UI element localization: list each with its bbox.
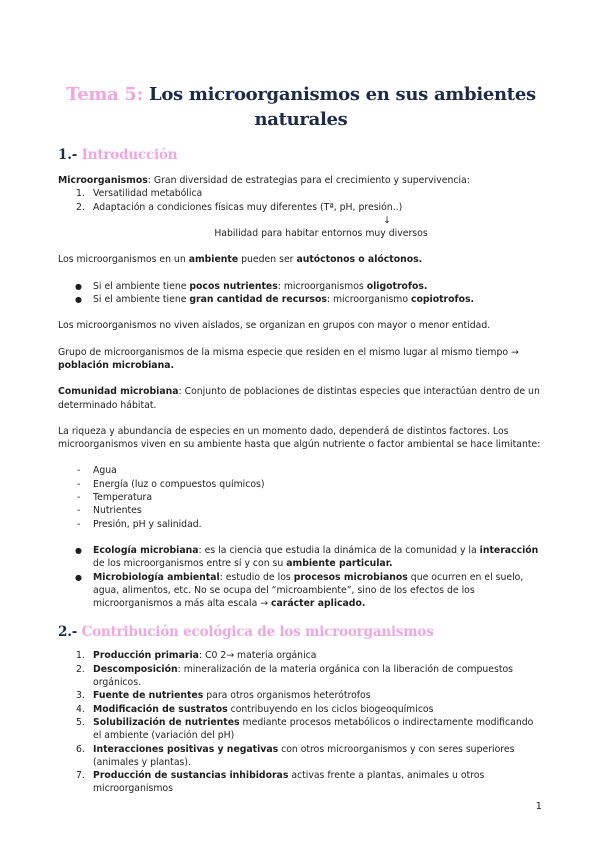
text: Los microorganismos en un bbox=[58, 254, 189, 266]
paragraph-grupos: Los microorganismos no viven aislados, se organizan en grupos con mayor o menor entidad. bbox=[58, 320, 491, 332]
item-text: Temperatura bbox=[93, 492, 153, 504]
term: Microorganismos bbox=[58, 175, 148, 186]
list-item bbox=[58, 703, 544, 716]
list-item bbox=[58, 280, 544, 293]
item-text: Energía (luz o compuestos químicos) bbox=[93, 478, 265, 490]
text: : microorganismo bbox=[326, 294, 411, 306]
term: copiotrofos. bbox=[410, 294, 475, 306]
text: : estudio de los bbox=[219, 571, 294, 583]
term: procesos microbianos bbox=[293, 571, 408, 583]
section-title: Introducción bbox=[81, 147, 178, 163]
list-item bbox=[58, 293, 544, 306]
section-title: Contribución ecológica de los microorganismos bbox=[81, 624, 434, 641]
item-number: 1. bbox=[76, 650, 85, 662]
item-number: 4. bbox=[76, 703, 85, 715]
item-number: 3. bbox=[76, 690, 85, 702]
term: interacción bbox=[479, 544, 539, 556]
list-item bbox=[58, 544, 544, 571]
nutrients-list bbox=[58, 280, 544, 307]
term: Interacciones positivas y negativas bbox=[93, 743, 279, 755]
section-number: 1.- bbox=[58, 147, 78, 163]
text: pueden ser bbox=[238, 254, 297, 266]
dash-marker: - bbox=[77, 478, 81, 490]
text: contribuyendo en los ciclos biogeoquímicos bbox=[227, 703, 434, 715]
term: Solubilización de nutrientes bbox=[93, 716, 240, 728]
bullet-icon: ● bbox=[75, 281, 82, 291]
term: autóctonos o alóctonos. bbox=[296, 254, 423, 266]
term: Modificación de sustratos bbox=[93, 703, 228, 715]
list-item bbox=[58, 649, 544, 662]
text: Grupo de microorganismos de la misma especie que residen en el mismo lugar al mismo tiempo → bbox=[58, 346, 519, 358]
item-number: 1. bbox=[76, 188, 85, 200]
dash-marker: - bbox=[77, 492, 81, 504]
list-item bbox=[58, 201, 544, 214]
term: Fuente de nutrientes bbox=[93, 690, 204, 702]
section-heading-introduccion bbox=[58, 146, 544, 164]
text: con otros microorganismos y con seres superiores (animales y plantas). bbox=[93, 743, 515, 768]
text: de los microorganismos entre sí y con su bbox=[93, 558, 287, 570]
text: : es la ciencia que estudia la dinámica de la comunidad y la bbox=[198, 544, 480, 556]
title-main: Los microorganismos en sus ambientes naturales bbox=[148, 84, 536, 130]
item-number: 5. bbox=[76, 716, 85, 728]
item-number: 2. bbox=[76, 663, 85, 675]
term: ambiente particular. bbox=[286, 558, 393, 570]
list-item bbox=[58, 689, 544, 702]
page-content bbox=[58, 82, 544, 796]
term: pocos nutrientes bbox=[189, 280, 278, 292]
item-text: Presión, pH y salinidad. bbox=[93, 518, 202, 530]
text: activas frente a plantas, animales u otros microorganismos bbox=[93, 770, 485, 795]
text: Si el ambiente tiene bbox=[93, 280, 190, 292]
bullet-icon: ● bbox=[75, 295, 82, 305]
list-item bbox=[58, 743, 544, 770]
paragraph-comunidad bbox=[58, 385, 544, 412]
list-item bbox=[58, 478, 544, 491]
item-text: Adaptación a condiciones físicas muy diferentes (Tª, pH, presión..) bbox=[93, 201, 403, 213]
list-item bbox=[58, 571, 544, 611]
text: Si el ambiente tiene bbox=[93, 294, 190, 306]
term: Ecología microbiana bbox=[93, 544, 199, 556]
text: : microorganismos bbox=[277, 280, 367, 292]
item-number: 6. bbox=[76, 743, 85, 755]
term: Producción primaria bbox=[93, 650, 199, 662]
text: : C0 2→ materia orgánica bbox=[198, 650, 317, 662]
section-heading-contribucion bbox=[58, 623, 544, 641]
text: : mineralización de la materia orgánica con la liberación de compuestos orgánicos. bbox=[93, 663, 513, 689]
bullet-icon: ● bbox=[75, 572, 82, 582]
strategies-list bbox=[58, 187, 544, 214]
list-item bbox=[58, 663, 544, 690]
text: mediante procesos metabólicos o indirectamente modificando el ambiente (variación del pH) bbox=[93, 716, 534, 742]
contributions-list bbox=[58, 649, 544, 795]
term: ambiente bbox=[188, 254, 239, 266]
term: Comunidad microbiana bbox=[58, 386, 179, 398]
term: gran cantidad de recursos bbox=[189, 294, 327, 306]
title-prefix: Tema 5: bbox=[66, 84, 143, 105]
list-item bbox=[58, 504, 544, 517]
term: Producción de sustancias inhibidoras bbox=[93, 770, 289, 782]
document-title bbox=[58, 82, 544, 132]
list-item bbox=[58, 491, 544, 504]
term: población microbiana. bbox=[58, 359, 174, 371]
list-item bbox=[58, 769, 544, 796]
text: que ocurren en el suelo, agua, alimentos, etc. No se ocupa del “microambiente”, sino de los efectos de los microorganismos a más alta escala → bbox=[93, 571, 524, 610]
term: Microbiología ambiental bbox=[93, 571, 220, 583]
dash-marker: - bbox=[77, 505, 81, 517]
paragraph-ambiente bbox=[58, 253, 544, 266]
text: para otros organismos heterótrofos bbox=[203, 690, 371, 702]
down-arrow: ↓ bbox=[383, 214, 391, 226]
list-item bbox=[58, 464, 544, 477]
term: oligotrofos. bbox=[366, 280, 428, 292]
dash-marker: - bbox=[77, 518, 81, 530]
item-text: Agua bbox=[93, 465, 117, 477]
text: : Gran diversidad de estrategias para el crecimiento y supervivencia: bbox=[147, 175, 470, 186]
page-number: 1 bbox=[535, 801, 542, 812]
paragraph-riqueza: La riqueza y abundancia de especies en un momento dado, dependerá de distintos factores. Los microorganismos viven en su ambiente hasta que algún nutriente o factor ambiental se hace limitante: bbox=[58, 425, 541, 451]
item-text: Versatilidad metabólica bbox=[93, 188, 203, 200]
term: Descomposición bbox=[93, 663, 178, 675]
list-item bbox=[58, 187, 544, 200]
text: : Conjunto de poblaciones de distintas especies que interactúan dentro de un determinado hábitat. bbox=[58, 386, 540, 411]
item-number: 7. bbox=[76, 770, 85, 782]
factors-list bbox=[58, 464, 544, 530]
section-number: 2.- bbox=[58, 624, 78, 641]
paragraph-microorganismos bbox=[58, 174, 544, 187]
item-text: Nutrientes bbox=[93, 505, 142, 517]
paragraph-poblacion bbox=[58, 346, 544, 373]
item-number: 2. bbox=[76, 201, 85, 213]
term: carácter aplicado. bbox=[271, 598, 366, 610]
list-item bbox=[58, 518, 544, 531]
bullet-icon: ● bbox=[75, 545, 82, 555]
list-item bbox=[58, 716, 544, 743]
habilidad-line: Habilidad para habitar entornos muy diversos bbox=[214, 228, 428, 240]
definitions-list bbox=[58, 544, 544, 610]
dash-marker: - bbox=[77, 465, 81, 477]
